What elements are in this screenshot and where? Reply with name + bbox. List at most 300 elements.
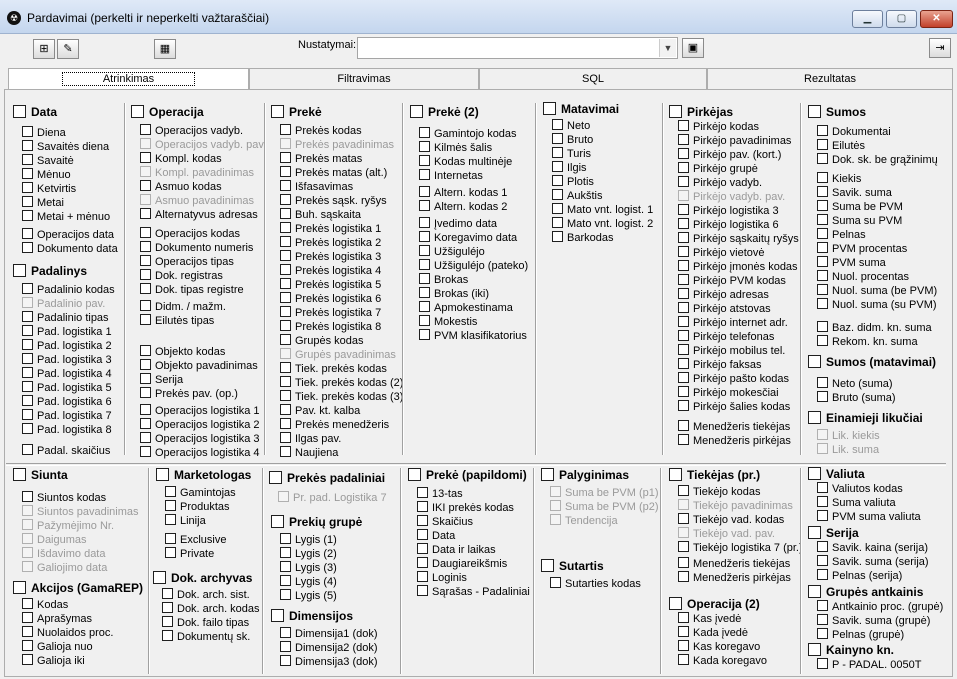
- field-aprasymas-checkbox[interactable]: [22, 612, 92, 626]
- field-kada-ivede-checkbox[interactable]: [678, 626, 748, 640]
- checkbox-box[interactable]: [552, 231, 563, 242]
- field-pirkejo-kodas-checkbox[interactable]: [678, 120, 759, 134]
- field-internetas-checkbox[interactable]: [419, 169, 483, 183]
- checkbox-box[interactable]: [280, 418, 291, 429]
- chevron-down-icon[interactable]: ▼: [659, 39, 676, 57]
- field-brokas-iki-checkbox[interactable]: [419, 287, 489, 301]
- group-dok-archyvas-checkbox[interactable]: [153, 571, 252, 585]
- checkbox-box[interactable]: [817, 443, 828, 454]
- checkbox-box[interactable]: [817, 555, 828, 566]
- checkbox-box[interactable]: [140, 166, 151, 177]
- checkbox-box[interactable]: [280, 446, 291, 457]
- field-pirkejo-atstovas-checkbox[interactable]: [678, 302, 771, 316]
- checkbox-box[interactable]: [817, 298, 828, 309]
- checkbox-box[interactable]: [419, 127, 430, 138]
- field-pirkejo-mobilus-tel-checkbox[interactable]: [678, 344, 785, 358]
- checkbox-box[interactable]: [22, 395, 33, 406]
- field-kas-ivede-checkbox[interactable]: [678, 612, 741, 626]
- field-aukstis-checkbox[interactable]: [552, 189, 602, 203]
- field-13-tas-checkbox[interactable]: [417, 487, 463, 501]
- field-nuol-suma-su-pvm-checkbox[interactable]: [817, 298, 937, 312]
- checkbox-box[interactable]: [817, 377, 828, 388]
- field-pirkejo-logistika-6-checkbox[interactable]: [678, 218, 779, 232]
- field-pad-logistika-8-checkbox[interactable]: [22, 423, 112, 437]
- field-ilgas-pav-checkbox[interactable]: [280, 432, 341, 446]
- checkbox-box[interactable]: [280, 208, 291, 219]
- field-galioja-nuo-checkbox[interactable]: [22, 640, 93, 654]
- field-pav-kt-kalba-checkbox[interactable]: [280, 404, 360, 418]
- checkbox-box[interactable]: [808, 105, 821, 118]
- field-isfasavimas-checkbox[interactable]: [280, 180, 353, 194]
- checkbox-box[interactable]: [278, 491, 289, 502]
- field-uzsigulejo-checkbox[interactable]: [419, 245, 485, 259]
- checkbox-box[interactable]: [13, 105, 26, 118]
- checkbox-box[interactable]: [419, 301, 430, 312]
- field-lygis-1-checkbox[interactable]: [280, 533, 337, 547]
- field-tiek-prekes-kodas-3-checkbox[interactable]: [280, 390, 403, 404]
- checkbox-box[interactable]: [419, 329, 430, 340]
- field-prekes-logistika-7-checkbox[interactable]: [280, 306, 381, 320]
- checkbox-box[interactable]: [22, 598, 33, 609]
- checkbox-box[interactable]: [140, 300, 151, 311]
- field-lygis-5-checkbox[interactable]: [280, 589, 337, 603]
- checkbox-box[interactable]: [419, 169, 430, 180]
- checkbox-box[interactable]: [419, 231, 430, 242]
- checkbox-box[interactable]: [678, 557, 689, 568]
- checkbox-box[interactable]: [817, 242, 828, 253]
- checkbox-box[interactable]: [678, 246, 689, 257]
- checkbox-box[interactable]: [817, 200, 828, 211]
- field-dokumentai-checkbox[interactable]: [817, 125, 891, 139]
- checkbox-box[interactable]: [817, 270, 828, 281]
- checkbox-box[interactable]: [678, 434, 689, 445]
- checkbox-box[interactable]: [22, 353, 33, 364]
- checkbox-box[interactable]: [22, 242, 33, 253]
- checkbox-box[interactable]: [165, 547, 176, 558]
- checkbox-box[interactable]: [552, 217, 563, 228]
- checkbox-box[interactable]: [280, 547, 291, 558]
- field-buh-saskaita-checkbox[interactable]: [280, 208, 361, 222]
- checkbox-box[interactable]: [140, 404, 151, 415]
- checkbox-box[interactable]: [817, 335, 828, 346]
- tab-rezultatas[interactable]: Rezultatas: [707, 68, 953, 89]
- field-mato-vnt-logist-1-checkbox[interactable]: [552, 203, 653, 217]
- field-pad-logistika-2-checkbox[interactable]: [22, 339, 112, 353]
- checkbox-box[interactable]: [280, 334, 291, 345]
- checkbox-box[interactable]: [678, 232, 689, 243]
- checkbox-box[interactable]: [817, 172, 828, 183]
- checkbox-box[interactable]: [817, 429, 828, 440]
- group-pirkejas-checkbox[interactable]: [669, 105, 733, 119]
- field-dok-registras-checkbox[interactable]: [140, 269, 223, 283]
- checkbox-box[interactable]: [678, 400, 689, 411]
- field-alternatyvus-adresas-checkbox[interactable]: [140, 208, 258, 222]
- checkbox-box[interactable]: [280, 404, 291, 415]
- field-kodas-checkbox[interactable]: [22, 598, 68, 612]
- field-dimensija2-dok-checkbox[interactable]: [280, 641, 378, 655]
- checkbox-box[interactable]: [22, 168, 33, 179]
- group-akcijos-gamarep-checkbox[interactable]: [13, 581, 143, 595]
- field-kas-koregavo-checkbox[interactable]: [678, 640, 760, 654]
- field-iki-prekes-kodas-checkbox[interactable]: [417, 501, 514, 515]
- checkbox-box[interactable]: [140, 359, 151, 370]
- checkbox-box[interactable]: [817, 125, 828, 136]
- checkbox-box[interactable]: [22, 444, 33, 455]
- checkbox-box[interactable]: [678, 541, 689, 552]
- checkbox-box[interactable]: [417, 487, 428, 498]
- checkbox-box[interactable]: [22, 182, 33, 193]
- field-metai-menuo-checkbox[interactable]: [22, 210, 110, 224]
- checkbox-box[interactable]: [22, 311, 33, 322]
- checkbox-box[interactable]: [140, 283, 151, 294]
- field-uzsigulejo-pateko-checkbox[interactable]: [419, 259, 528, 273]
- field-loginis-checkbox[interactable]: [417, 571, 467, 585]
- field-operacijos-logistika-3-checkbox[interactable]: [140, 432, 260, 446]
- checkbox-box[interactable]: [817, 153, 828, 164]
- checkbox-box[interactable]: [417, 571, 428, 582]
- select-tree-button[interactable]: [33, 39, 55, 59]
- checkbox-box[interactable]: [678, 204, 689, 215]
- checkbox-box[interactable]: [280, 236, 291, 247]
- field-dok-failo-tipas-checkbox[interactable]: [162, 616, 249, 630]
- field-siuntos-kodas-checkbox[interactable]: [22, 491, 106, 505]
- checkbox-box[interactable]: [22, 140, 33, 151]
- field-pad-logistika-4-checkbox[interactable]: [22, 367, 112, 381]
- group-preke-2-checkbox[interactable]: [410, 105, 479, 119]
- group-preke-checkbox[interactable]: [271, 105, 322, 119]
- checkbox-box[interactable]: [280, 306, 291, 317]
- checkbox-box[interactable]: [280, 166, 291, 177]
- field-pirkejo-vadyb-checkbox[interactable]: [678, 176, 762, 190]
- checkbox-box[interactable]: [410, 105, 423, 118]
- checkbox-box[interactable]: [817, 658, 828, 669]
- checkbox-box[interactable]: [669, 468, 682, 481]
- checkbox-box[interactable]: [165, 500, 176, 511]
- field-savaites-diena-checkbox[interactable]: [22, 140, 109, 154]
- field-prekes-sask-rysys-checkbox[interactable]: [280, 194, 387, 208]
- group-grupes-antkainis-checkbox[interactable]: [808, 585, 923, 599]
- checkbox-box[interactable]: [165, 514, 176, 525]
- checkbox-box[interactable]: [419, 315, 430, 326]
- field-asmuo-kodas-checkbox[interactable]: [140, 180, 222, 194]
- group-operacija-2-checkbox[interactable]: [669, 597, 760, 611]
- field-pvm-procentas-checkbox[interactable]: [817, 242, 907, 256]
- checkbox-box[interactable]: [22, 626, 33, 637]
- field-dokumento-data-checkbox[interactable]: [22, 242, 118, 256]
- field-pirkejo-pav-kort-checkbox[interactable]: [678, 148, 781, 162]
- field-data-checkbox[interactable]: [417, 529, 455, 543]
- checkbox-box[interactable]: [280, 533, 291, 544]
- field-savik-suma-grupe-checkbox[interactable]: [817, 614, 930, 628]
- checkbox-box[interactable]: [678, 134, 689, 145]
- checkbox-box[interactable]: [156, 468, 169, 481]
- field-metai-checkbox[interactable]: [22, 196, 64, 210]
- checkbox-box[interactable]: [140, 180, 151, 191]
- checkbox-box[interactable]: [678, 527, 689, 538]
- checkbox-box[interactable]: [678, 626, 689, 637]
- field-operacijos-vadyb-checkbox[interactable]: [140, 124, 243, 138]
- field-prekes-menedzeris-checkbox[interactable]: [280, 418, 389, 432]
- field-tiekejo-logistika-7-pr-checkbox[interactable]: [678, 541, 803, 555]
- checkbox-box[interactable]: [669, 105, 682, 118]
- field-eilutes-tipas-checkbox[interactable]: [140, 314, 214, 328]
- checkbox-box[interactable]: [280, 194, 291, 205]
- checkbox-box[interactable]: [22, 533, 33, 544]
- group-siunta-checkbox[interactable]: [13, 468, 68, 482]
- field-kodas-multineje-checkbox[interactable]: [419, 155, 512, 169]
- checkbox-box[interactable]: [280, 222, 291, 233]
- checkbox-box[interactable]: [817, 228, 828, 239]
- checkbox-box[interactable]: [280, 138, 291, 149]
- field-pirkejo-logistika-3-checkbox[interactable]: [678, 204, 779, 218]
- field-altern-kodas-1-checkbox[interactable]: [419, 186, 507, 200]
- field-operacijos-tipas-checkbox[interactable]: [140, 255, 234, 269]
- field-pad-logistika-7-checkbox[interactable]: [22, 409, 112, 423]
- checkbox-box[interactable]: [280, 390, 291, 401]
- checkbox-box[interactable]: [22, 154, 33, 165]
- checkbox-box[interactable]: [817, 569, 828, 580]
- field-didm-mazm-checkbox[interactable]: [140, 300, 226, 314]
- checkbox-box[interactable]: [22, 381, 33, 392]
- field-neto-suma-checkbox[interactable]: [817, 377, 893, 391]
- field-dok-arch-sist-checkbox[interactable]: [162, 588, 250, 602]
- maximize-button[interactable]: ▢: [886, 10, 917, 28]
- checkbox-box[interactable]: [280, 641, 291, 652]
- checkbox-box[interactable]: [22, 547, 33, 558]
- field-barkodas-checkbox[interactable]: [552, 231, 613, 245]
- field-lygis-2-checkbox[interactable]: [280, 547, 337, 561]
- checkbox-box[interactable]: [808, 585, 821, 598]
- field-antkainio-proc-grupe-checkbox[interactable]: [817, 600, 943, 614]
- field-suma-valiuta-checkbox[interactable]: [817, 496, 896, 510]
- field-data-ir-laikas-checkbox[interactable]: [417, 543, 496, 557]
- group-matavimai-checkbox[interactable]: [543, 102, 619, 116]
- checkbox-box[interactable]: [140, 138, 151, 149]
- field-dimensija3-dok-checkbox[interactable]: [280, 655, 378, 669]
- field-pvm-klasifikatorius-checkbox[interactable]: [419, 329, 527, 343]
- checkbox-box[interactable]: [550, 500, 561, 511]
- field-prekes-logistika-2-checkbox[interactable]: [280, 236, 381, 250]
- group-preke-papildomi-checkbox[interactable]: [408, 468, 527, 482]
- field-savaite-checkbox[interactable]: [22, 154, 74, 168]
- checkbox-box[interactable]: [669, 597, 682, 610]
- checkbox-box[interactable]: [678, 162, 689, 173]
- group-prekes-padaliniai-checkbox[interactable]: [269, 471, 385, 485]
- checkbox-box[interactable]: [419, 200, 430, 211]
- checkbox-box[interactable]: [22, 505, 33, 516]
- field-operacijos-logistika-2-checkbox[interactable]: [140, 418, 260, 432]
- group-prekiu-grupe-checkbox[interactable]: [271, 515, 362, 529]
- checkbox-box[interactable]: [13, 581, 26, 594]
- checkbox-box[interactable]: [817, 321, 828, 332]
- checkbox-box[interactable]: [678, 612, 689, 623]
- field-apmokestinama-checkbox[interactable]: [419, 301, 513, 315]
- field-lygis-3-checkbox[interactable]: [280, 561, 337, 575]
- field-pad-logistika-3-checkbox[interactable]: [22, 353, 112, 367]
- checkbox-box[interactable]: [280, 376, 291, 387]
- field-neto-checkbox[interactable]: [552, 119, 590, 133]
- checkbox-box[interactable]: [280, 432, 291, 443]
- field-menuo-checkbox[interactable]: [22, 168, 71, 182]
- field-lygis-4-checkbox[interactable]: [280, 575, 337, 589]
- checkbox-box[interactable]: [817, 541, 828, 552]
- checkbox-box[interactable]: [678, 372, 689, 383]
- checkbox-box[interactable]: [140, 194, 151, 205]
- field-pad-logistika-1-checkbox[interactable]: [22, 325, 112, 339]
- checkbox-box[interactable]: [13, 468, 26, 481]
- checkbox-box[interactable]: [22, 640, 33, 651]
- checkbox-box[interactable]: [140, 241, 151, 252]
- field-operacijos-data-checkbox[interactable]: [22, 228, 114, 242]
- checkbox-box[interactable]: [280, 250, 291, 261]
- checkbox-box[interactable]: [162, 588, 173, 599]
- checkbox-box[interactable]: [140, 227, 151, 238]
- checkbox-box[interactable]: [541, 559, 554, 572]
- group-einamieji-likuciai-checkbox[interactable]: [808, 411, 923, 425]
- group-kainyno-kn-checkbox[interactable]: [808, 643, 894, 657]
- checkbox-box[interactable]: [678, 420, 689, 431]
- field-kiekis-checkbox[interactable]: [817, 172, 861, 186]
- checkbox-box[interactable]: [22, 491, 33, 502]
- checkbox-box[interactable]: [280, 655, 291, 666]
- checkbox-box[interactable]: [271, 609, 284, 622]
- field-savik-kaina-serija-checkbox[interactable]: [817, 541, 928, 555]
- field-bruto-checkbox[interactable]: [552, 133, 593, 147]
- field-prekes-logistika-4-checkbox[interactable]: [280, 264, 381, 278]
- field-savik-suma-serija-checkbox[interactable]: [817, 555, 929, 569]
- field-padalinio-kodas-checkbox[interactable]: [22, 283, 115, 297]
- checkbox-box[interactable]: [280, 152, 291, 163]
- checkbox-box[interactable]: [419, 287, 430, 298]
- exit-button[interactable]: [929, 38, 951, 58]
- field-suma-be-pvm-checkbox[interactable]: [817, 200, 903, 214]
- field-dok-arch-kodas-checkbox[interactable]: [162, 602, 260, 616]
- checkbox-box[interactable]: [550, 577, 561, 588]
- checkbox-box[interactable]: [678, 640, 689, 651]
- checkbox-box[interactable]: [280, 320, 291, 331]
- field-pirkejo-grupe-checkbox[interactable]: [678, 162, 758, 176]
- field-operacijos-logistika-4-checkbox[interactable]: [140, 446, 260, 460]
- field-suma-su-pvm-checkbox[interactable]: [817, 214, 902, 228]
- checkbox-box[interactable]: [140, 373, 151, 384]
- checkbox-box[interactable]: [552, 175, 563, 186]
- group-operacija-checkbox[interactable]: [131, 105, 204, 119]
- checkbox-box[interactable]: [419, 217, 430, 228]
- field-padal-skaicius-checkbox[interactable]: [22, 444, 110, 458]
- field-objekto-kodas-checkbox[interactable]: [140, 345, 225, 359]
- field-skaicius-checkbox[interactable]: [417, 515, 473, 529]
- field-plotis-checkbox[interactable]: [552, 175, 594, 189]
- clear-button[interactable]: [57, 39, 79, 59]
- field-dok-tipas-registre-checkbox[interactable]: [140, 283, 244, 297]
- field-valiutos-kodas-checkbox[interactable]: [817, 482, 903, 496]
- field-pirkejo-pasto-kodas-checkbox[interactable]: [678, 372, 789, 386]
- field-menedzeris-tiekejas-checkbox[interactable]: [678, 420, 790, 434]
- field-prekes-logistika-8-checkbox[interactable]: [280, 320, 381, 334]
- field-altern-kodas-2-checkbox[interactable]: [419, 200, 507, 214]
- checkbox-box[interactable]: [22, 367, 33, 378]
- field-prekes-kodas-checkbox[interactable]: [280, 124, 362, 138]
- checkbox-box[interactable]: [552, 119, 563, 130]
- checkbox-box[interactable]: [417, 501, 428, 512]
- field-pirkejo-telefonas-checkbox[interactable]: [678, 330, 774, 344]
- field-turis-checkbox[interactable]: [552, 147, 591, 161]
- checkbox-box[interactable]: [552, 161, 563, 172]
- checkbox-box[interactable]: [417, 515, 428, 526]
- group-dimensijos-checkbox[interactable]: [271, 609, 353, 623]
- checkbox-box[interactable]: [269, 471, 282, 484]
- group-padalinys-checkbox[interactable]: [13, 264, 87, 278]
- checkbox-box[interactable]: [140, 255, 151, 266]
- checkbox-box[interactable]: [280, 627, 291, 638]
- field-dimensija1-dok-checkbox[interactable]: [280, 627, 378, 641]
- checkbox-box[interactable]: [808, 526, 821, 539]
- checkbox-box[interactable]: [417, 529, 428, 540]
- checkbox-box[interactable]: [140, 446, 151, 457]
- checkbox-box[interactable]: [552, 147, 563, 158]
- checkbox-box[interactable]: [22, 409, 33, 420]
- checkbox-box[interactable]: [22, 297, 33, 308]
- field-pelnas-grupe-checkbox[interactable]: [817, 628, 904, 642]
- checkbox-box[interactable]: [552, 133, 563, 144]
- field-gamintojo-kodas-checkbox[interactable]: [419, 127, 517, 141]
- checkbox-box[interactable]: [22, 519, 33, 530]
- checkbox-box[interactable]: [552, 203, 563, 214]
- checkbox-box[interactable]: [808, 643, 821, 656]
- field-tiekejo-vad-kodas-checkbox[interactable]: [678, 513, 784, 527]
- field-pirkejo-saskaitu-rysys-checkbox[interactable]: [678, 232, 799, 246]
- field-private-checkbox[interactable]: [165, 547, 214, 561]
- checkbox-box[interactable]: [13, 264, 26, 277]
- checkbox-box[interactable]: [678, 330, 689, 341]
- checkbox-box[interactable]: [153, 571, 166, 584]
- checkbox-box[interactable]: [140, 432, 151, 443]
- checkbox-box[interactable]: [22, 210, 33, 221]
- field-kilmes-salis-checkbox[interactable]: [419, 141, 492, 155]
- field-pirkejo-internet-adr-checkbox[interactable]: [678, 316, 788, 330]
- field-dok-sk-be-grazinimu-checkbox[interactable]: [817, 153, 938, 167]
- checkbox-box[interactable]: [817, 600, 828, 611]
- checkbox-box[interactable]: [140, 208, 151, 219]
- field-pvm-suma-checkbox[interactable]: [817, 256, 886, 270]
- field-brokas-checkbox[interactable]: [419, 273, 468, 287]
- group-marketologas-checkbox[interactable]: [156, 468, 251, 482]
- checkbox-box[interactable]: [550, 514, 561, 525]
- minimize-button[interactable]: ▁: [852, 10, 883, 28]
- field-operacijos-logistika-1-checkbox[interactable]: [140, 404, 260, 418]
- field-galioja-iki-checkbox[interactable]: [22, 654, 85, 668]
- field-ketvirtis-checkbox[interactable]: [22, 182, 76, 196]
- checkbox-box[interactable]: [417, 585, 428, 596]
- checkbox-box[interactable]: [417, 557, 428, 568]
- checkbox-box[interactable]: [22, 325, 33, 336]
- field-pirkejo-adresas-checkbox[interactable]: [678, 288, 769, 302]
- field-prekes-logistika-6-checkbox[interactable]: [280, 292, 381, 306]
- field-naujiena-checkbox[interactable]: [280, 446, 338, 460]
- checkbox-box[interactable]: [131, 105, 144, 118]
- field-prekes-logistika-5-checkbox[interactable]: [280, 278, 381, 292]
- tab-sql[interactable]: SQL: [479, 68, 707, 89]
- field-tiek-prekes-kodas-2-checkbox[interactable]: [280, 376, 403, 390]
- group-valiuta-checkbox[interactable]: [808, 467, 865, 481]
- field-daugiareiksmis-checkbox[interactable]: [417, 557, 507, 571]
- checkbox-box[interactable]: [817, 496, 828, 507]
- checkbox-box[interactable]: [678, 260, 689, 271]
- checkbox-box[interactable]: [165, 486, 176, 497]
- checkbox-box[interactable]: [678, 316, 689, 327]
- checkbox-box[interactable]: [817, 139, 828, 150]
- field-diena-checkbox[interactable]: [22, 126, 66, 140]
